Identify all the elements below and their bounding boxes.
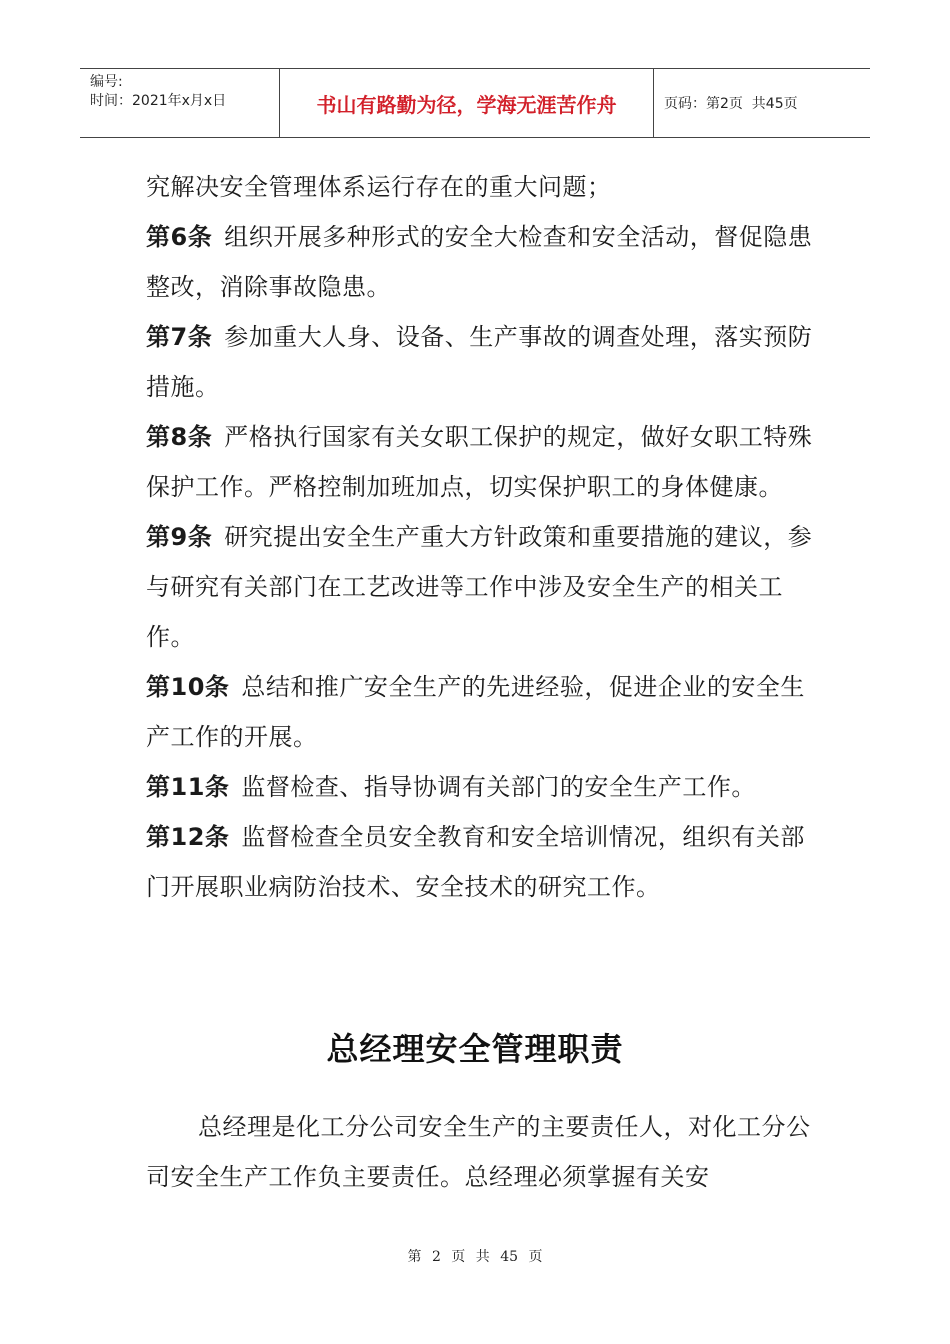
header-motto: 书山有路勤为径，学海无涯苦作舟 <box>280 69 654 137</box>
document-number-label: 编号: <box>90 74 123 90</box>
article-6 <box>146 212 816 312</box>
continuation-paragraph: 究解决安全管理体系运行存在的重大问题； <box>146 173 612 201</box>
article-text: 参加重大人身、设备、生产事故的调查处理，落实预防措施。 <box>146 323 813 401</box>
article-label: 第6条 <box>146 223 213 251</box>
section-body <box>146 1102 816 1202</box>
article-text: 研究提出安全生产重大方针政策和重要措施的建议，参与研究有关部门在工艺改进等工作中涉及安全生产的相关工作。 <box>146 523 813 651</box>
page-header <box>80 68 870 138</box>
article-text: 总结和推广安全生产的先进经验，促进企业的安全生产工作的开展。 <box>146 673 805 751</box>
header-meta <box>80 69 280 137</box>
article-label: 第12条 <box>146 823 230 851</box>
section-intro-paragraph: 总经理是化工分公司安全生产的主要责任人，对化工分公司安全生产工作负主要责任。总经理必须掌握有关安 <box>146 1113 811 1191</box>
article-list <box>146 162 816 912</box>
article-text: 严格执行国家有关女职工保护的规定，做好女职工特殊保护工作。严格控制加班加点，切实保护职工的身体健康。 <box>146 423 813 501</box>
article-11 <box>146 762 816 812</box>
article-text: 监督检查、指导协调有关部门的安全生产工作。 <box>241 773 756 801</box>
document-time: 时间：2021年x月x日 <box>90 93 227 109</box>
article-text: 监督检查全员安全教育和安全培训情况，组织有关部门开展职业病防治技术、安全技术的研究工作。 <box>146 823 805 901</box>
article-label: 第9条 <box>146 523 213 551</box>
article-9 <box>146 512 816 662</box>
article-12 <box>146 812 816 912</box>
article-text: 组织开展多种形式的安全大检查和安全活动，督促隐患整改，消除事故隐患。 <box>146 223 813 301</box>
article-label: 第11条 <box>146 773 230 801</box>
article-label: 第7条 <box>146 323 213 351</box>
article-10 <box>146 662 816 762</box>
article-7 <box>146 312 816 412</box>
page-counter: 页码：第2页 共45页 <box>664 96 798 112</box>
header-page-info <box>654 69 870 137</box>
page-footer: 第 2 页 共 45 页 <box>407 1249 543 1265</box>
section-title: 总经理安全管理职责 <box>326 1030 624 1068</box>
article-label: 第8条 <box>146 423 213 451</box>
article-8 <box>146 412 816 512</box>
article-label: 第10条 <box>146 673 230 701</box>
